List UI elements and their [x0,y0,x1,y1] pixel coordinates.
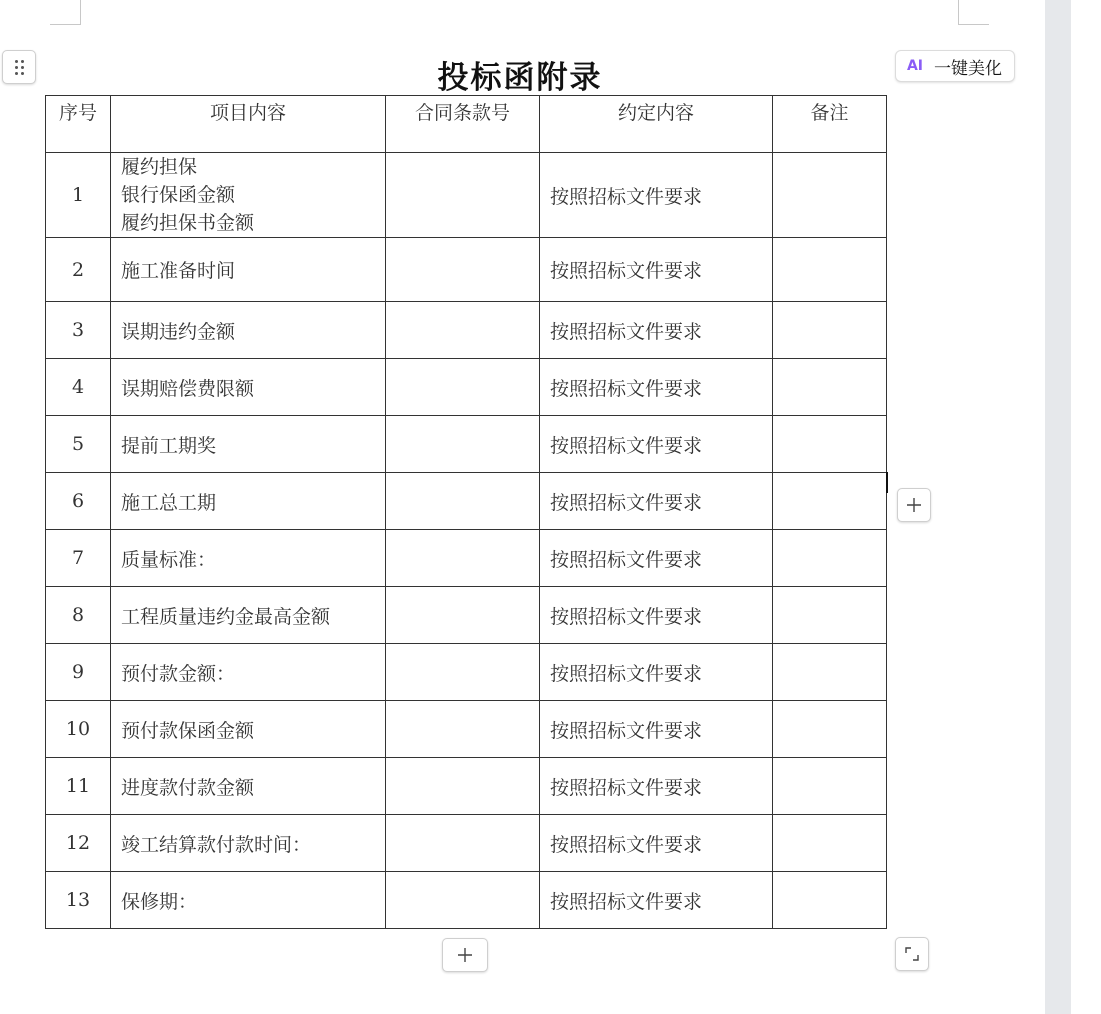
cell-clause[interactable] [386,153,540,238]
cell-item[interactable]: 预付款保函金额 [111,701,386,758]
cell-note[interactable] [773,758,887,815]
ai-sparkle-icon: AI [906,58,924,74]
cell-clause[interactable] [386,872,540,929]
cell-content[interactable]: 按照招标文件要求 [540,473,773,530]
cell-index[interactable]: 1 [46,153,111,238]
ai-beautify-label: 一键美化 [934,58,1002,79]
cell-item-line: 履约担保书金额 [121,212,255,234]
cell-item-line: 银行保函金额 [121,184,236,206]
page-margin-corner-top-left [50,0,81,25]
cell-clause[interactable] [386,359,540,416]
header-cell-index[interactable]: 序号 [46,96,111,153]
table-row [46,644,887,701]
cell-item[interactable]: 竣工结算款付款时间： [111,815,386,872]
cell-index[interactable]: 12 [46,815,111,872]
table-header-row [46,96,887,153]
cell-content[interactable]: 按照招标文件要求 [540,701,773,758]
cell-clause[interactable] [386,758,540,815]
cell-item[interactable] [111,153,386,238]
header-cell-clause[interactable]: 合同条款号 [386,96,540,153]
cell-index[interactable]: 11 [46,758,111,815]
table-row [46,815,887,872]
cell-content[interactable]: 按照招标文件要求 [540,758,773,815]
cell-clause[interactable] [386,587,540,644]
cell-item[interactable]: 误期赔偿费限额 [111,359,386,416]
cell-item[interactable]: 工程质量违约金最高金额 [111,587,386,644]
cell-clause[interactable] [386,644,540,701]
cell-note[interactable] [773,701,887,758]
cell-note[interactable] [773,815,887,872]
cell-clause[interactable] [386,416,540,473]
cell-note[interactable] [773,644,887,701]
cell-index[interactable]: 10 [46,701,111,758]
cell-note[interactable] [773,302,887,359]
header-cell-note[interactable]: 备注 [773,96,887,153]
cell-clause[interactable] [386,815,540,872]
table-row [46,530,887,587]
table-drag-handle[interactable] [2,50,36,84]
cell-index[interactable]: 6 [46,473,111,530]
cell-content[interactable]: 按照招标文件要求 [540,153,773,238]
table-row [46,359,887,416]
cell-index[interactable]: 9 [46,644,111,701]
cell-item[interactable]: 预付款金额： [111,644,386,701]
table-row [46,872,887,929]
add-column-button[interactable] [897,488,931,522]
table-row [46,238,887,302]
plus-icon [456,946,474,964]
cell-content[interactable]: 按照招标文件要求 [540,815,773,872]
cell-item[interactable]: 提前工期奖 [111,416,386,473]
cell-content[interactable]: 按照招标文件要求 [540,238,773,302]
cell-clause[interactable] [386,238,540,302]
cell-item[interactable]: 保修期： [111,872,386,929]
table-row [46,701,887,758]
cell-note[interactable] [773,530,887,587]
text-cursor [886,472,888,493]
table-row [46,758,887,815]
cell-item[interactable]: 误期违约金额 [111,302,386,359]
cell-note[interactable] [773,238,887,302]
cell-item[interactable]: 进度款付款金额 [111,758,386,815]
cell-index[interactable]: 13 [46,872,111,929]
cell-note[interactable] [773,872,887,929]
plus-icon [905,496,923,514]
table-row [46,416,887,473]
cell-content[interactable]: 按照招标文件要求 [540,416,773,473]
table-row [46,153,887,238]
header-cell-content[interactable]: 约定内容 [540,96,773,153]
ai-beautify-button[interactable] [895,50,1015,82]
cell-note[interactable] [773,416,887,473]
cell-content[interactable]: 按照招标文件要求 [540,644,773,701]
cell-clause[interactable] [386,530,540,587]
cell-content[interactable]: 按照招标文件要求 [540,530,773,587]
cell-clause[interactable] [386,701,540,758]
vertical-scrollbar[interactable] [1045,0,1071,1014]
cell-item-line: 履约担保 [121,156,198,178]
cell-content[interactable]: 按照招标文件要求 [540,302,773,359]
cell-index[interactable]: 5 [46,416,111,473]
drag-handle-icon [15,60,24,75]
page-margin-corner-top-right [958,0,989,25]
header-cell-item[interactable]: 项目内容 [111,96,386,153]
cell-content[interactable]: 按照招标文件要求 [540,587,773,644]
table-row [46,587,887,644]
page-title: 投标函附录 [437,60,603,96]
cell-item[interactable]: 施工准备时间 [111,238,386,302]
cell-content[interactable]: 按照招标文件要求 [540,359,773,416]
cell-item[interactable]: 施工总工期 [111,473,386,530]
cell-clause[interactable] [386,473,540,530]
cell-index[interactable]: 7 [46,530,111,587]
cell-index[interactable]: 2 [46,238,111,302]
cell-note[interactable] [773,473,887,530]
cell-note[interactable] [773,587,887,644]
cell-index[interactable]: 8 [46,587,111,644]
cell-index[interactable]: 4 [46,359,111,416]
resize-corner-icon [903,945,921,963]
cell-clause[interactable] [386,302,540,359]
table-row [46,473,887,530]
table-row [46,302,887,359]
table-resize-button[interactable] [895,937,929,971]
right-gutter [1071,0,1101,1014]
cell-note[interactable] [773,359,887,416]
cell-content[interactable]: 按照招标文件要求 [540,872,773,929]
bid-appendix-table [45,95,887,929]
cell-item[interactable]: 质量标准： [111,530,386,587]
cell-index[interactable]: 3 [46,302,111,359]
cell-note[interactable] [773,153,887,238]
add-row-button[interactable] [442,938,488,972]
